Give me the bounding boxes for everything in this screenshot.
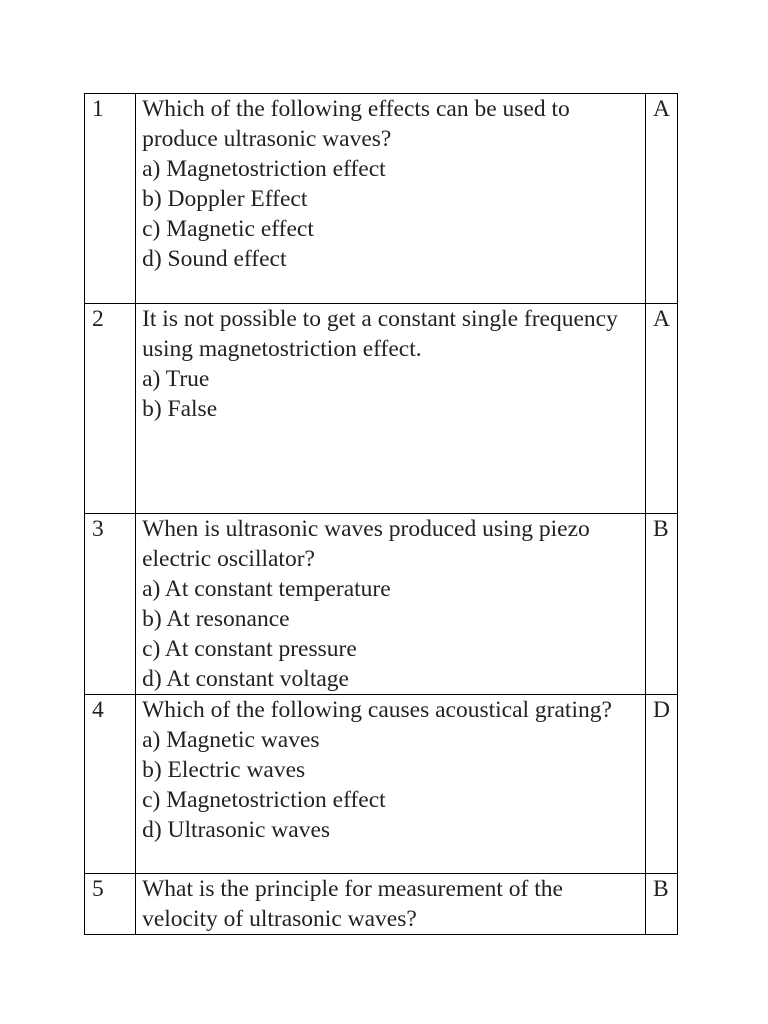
option-c: c) Magnetostriction effect [142, 787, 386, 813]
question-row-2 [85, 304, 678, 514]
question-row-1 [85, 94, 678, 304]
option-c: c) At constant pressure [142, 636, 357, 662]
option-a: a) At constant temperature [142, 576, 391, 602]
answer-key: A [645, 94, 677, 304]
question-row-3 [85, 514, 678, 695]
answer-key: B [645, 514, 677, 695]
question-row-5 [85, 874, 678, 935]
option-b: b) Doppler Effect [142, 186, 308, 212]
answer-key: A [645, 304, 677, 514]
question-number: 3 [85, 514, 136, 695]
answer-key: B [645, 874, 677, 935]
question-text: When is ultrasonic waves produced using piezo electric oscillator? [142, 516, 590, 572]
option-d: d) Sound effect [142, 246, 287, 272]
question-cell [136, 874, 646, 935]
question-text: What is the principle for measurement of the velocity of ultrasonic waves? [142, 876, 563, 932]
quiz-table [84, 93, 678, 935]
option-a: a) True [142, 366, 210, 392]
option-a: a) Magnetic waves [142, 727, 320, 753]
option-b: b) Electric waves [142, 757, 306, 783]
question-number: 2 [85, 304, 136, 514]
question-cell [136, 94, 646, 304]
option-d: d) Ultrasonic waves [142, 817, 331, 843]
option-b: b) False [142, 396, 218, 422]
question-cell [136, 304, 646, 514]
question-number: 4 [85, 695, 136, 874]
question-number: 1 [85, 94, 136, 304]
question-number: 5 [85, 874, 136, 935]
option-c: c) Magnetic effect [142, 216, 314, 242]
question-text: It is not possible to get a constant single frequency using magnetostriction effect. [142, 306, 618, 362]
question-cell [136, 695, 646, 874]
question-text: Which of the following effects can be used to produce ultrasonic waves? [142, 96, 570, 152]
option-b: b) At resonance [142, 606, 290, 632]
option-a: a) Magnetostriction effect [142, 156, 386, 182]
question-text: Which of the following causes acoustical grating? [142, 697, 612, 723]
question-row-4 [85, 695, 678, 874]
question-cell [136, 514, 646, 695]
option-d: d) At constant voltage [142, 666, 349, 692]
answer-key: D [645, 695, 677, 874]
